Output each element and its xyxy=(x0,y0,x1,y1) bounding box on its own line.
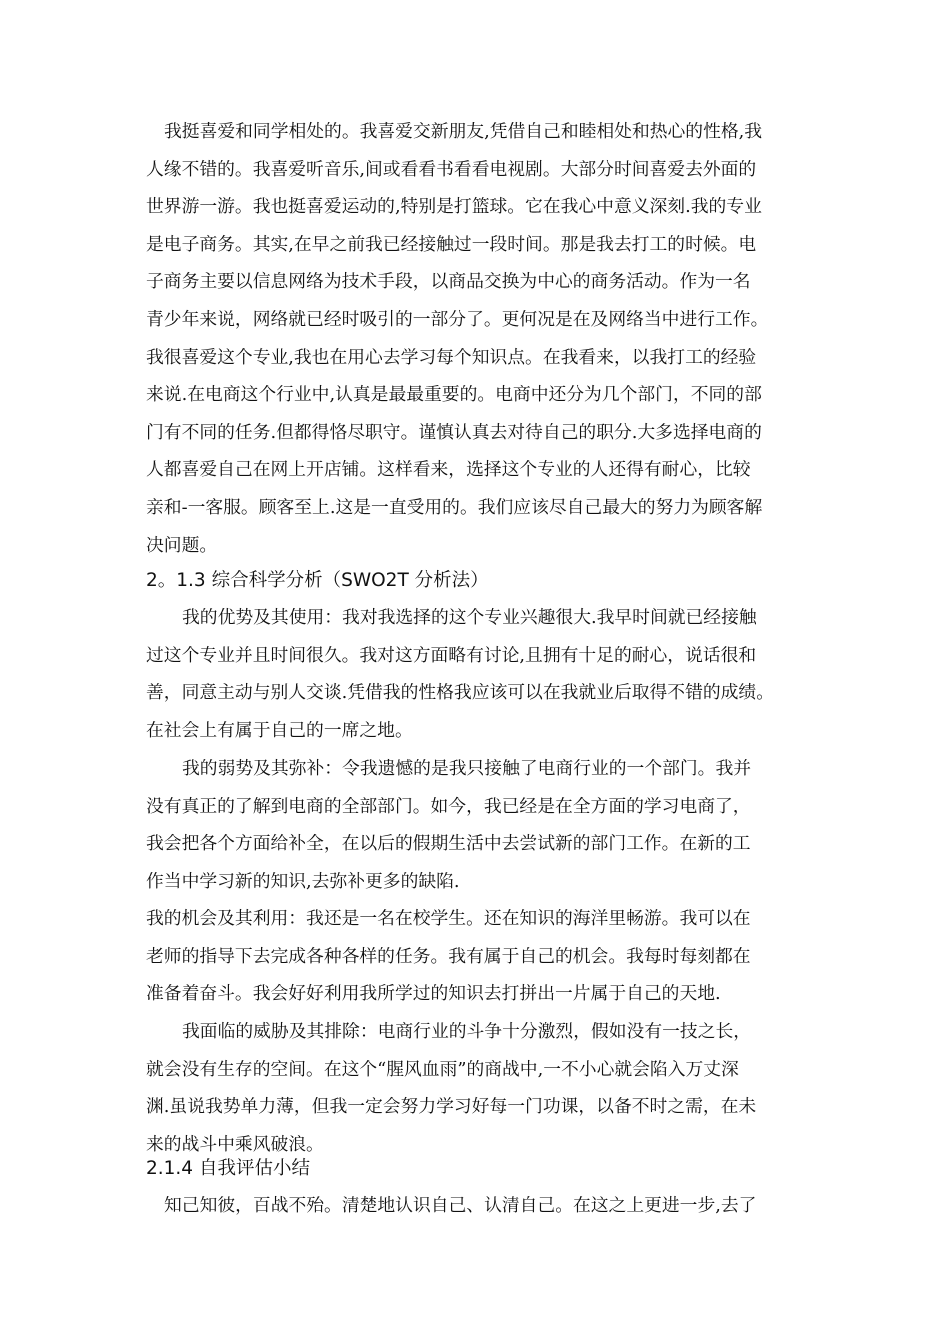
text-line: 亲和-一客服。顾客至上.这是一直受用的。我们应该尽自己最大的努力为顾客解 xyxy=(146,496,763,518)
section-heading-self-assessment: 2.1.4 自我评估小结 xyxy=(146,1158,310,1179)
text-line: 作当中学习新的知识,去弥补更多的缺陷. xyxy=(146,870,460,892)
paragraph-opportunities xyxy=(146,900,816,1013)
text-line: 我很喜爱这个专业,我也在用心去学习每个知识点。在我看来，以我打工的经验 xyxy=(146,346,757,368)
text-line: 门有不同的任务.但都得恪尽职守。谨慎认真去对待自己的职分.大多选择电商的 xyxy=(146,421,762,443)
text-line: 来的战斗中乘风破浪。 xyxy=(146,1133,324,1155)
text-line: 没有真正的了解到电商的全部部门。如今，我已经是在全方面的学习电商了， xyxy=(146,795,751,817)
text-line: 是电子商务。其实,在早之前我已经接触过一段时间。那是我去打工的时候。电 xyxy=(146,233,757,255)
text-line: 我挺喜爱和同学相处的。我喜爱交新朋友,凭借自己和睦相处和热心的性格,我 xyxy=(164,121,763,142)
text-line: 在社会上有属于自己的一席之地。 xyxy=(146,719,413,741)
text-line: 善，同意主动与别人交谈.凭借我的性格我应该可以在我就业后取得不错的成绩。 xyxy=(146,682,774,704)
text-line: 准备着奋斗。我会好好利用我所学过的知识去打拼出一片属于自己的天地. xyxy=(146,983,721,1005)
text-line: 我面临的威胁及其排除：电商行业的斗争十分激烈，假如没有一技之长， xyxy=(182,1021,752,1042)
paragraph-summary xyxy=(146,1187,816,1225)
text-line: 渊.虽说我势单力薄，但我一定会努力学习好每一门功课，以备不时之需，在未 xyxy=(146,1096,757,1118)
text-line: 人缘不错的。我喜爱听音乐,间或看看书看看电视剧。大部分时间喜爱去外面的 xyxy=(146,158,757,180)
section-heading-swot: 2。1.3 综合科学分析（SWO2T 分析法） xyxy=(146,570,489,591)
text-line: 人都喜爱自己在网上开店铺。这样看来，选择这个专业的人还得有耐心，比较 xyxy=(146,459,751,481)
text-line: 我的机会及其利用：我还是一名在校学生。还在知识的海洋里畅游。我可以在 xyxy=(146,908,751,929)
paragraph-weaknesses xyxy=(146,750,816,900)
text-line: 过这个专业并且时间很久。我对这方面略有讨论,且拥有十足的耐心，说话很和 xyxy=(146,644,757,666)
text-line: 我的弱势及其弥补：令我遗憾的是我只接触了电商行业的一个部门。我并 xyxy=(182,758,752,779)
text-line: 老师的指导下去完成各种各样的任务。我有属于自己的机会。我每时每刻都在 xyxy=(146,945,751,967)
text-line: 来说.在电商这个行业中,认真是最最重要的。电商中还分为几个部门，不同的部 xyxy=(146,384,762,406)
text-line: 青少年来说，网络就已经时吸引的一部分了。更何况是在及网络当中进行工作。 xyxy=(146,308,769,330)
text-line: 我的优势及其使用：我对我选择的这个专业兴趣很大.我早时间就已经接触 xyxy=(182,607,757,628)
text-line: 知己知彼，百战不殆。清楚地认识自己、认清自己。在这之上更进一步,去了 xyxy=(164,1195,757,1216)
text-line: 我会把各个方面给补全，在以后的假期生活中去尝试新的部门工作。在新的工 xyxy=(146,833,751,855)
text-line: 世界游一游。我也挺喜爱运动的,特别是打篮球。它在我心中意义深刻.我的专业 xyxy=(146,196,762,218)
text-line: 决问题。 xyxy=(146,534,218,556)
text-line: 子商务主要以信息网络为技术手段，以商品交换为中心的商务活动。作为一名 xyxy=(146,271,751,293)
paragraph-strengths xyxy=(146,599,816,749)
text-line: 就会没有生存的空间。在这个“腥风血雨”的商战中,一不小心就会陷入万丈深 xyxy=(146,1058,739,1080)
paragraph-interests-major xyxy=(146,113,816,564)
paragraph-threats xyxy=(146,1013,816,1163)
